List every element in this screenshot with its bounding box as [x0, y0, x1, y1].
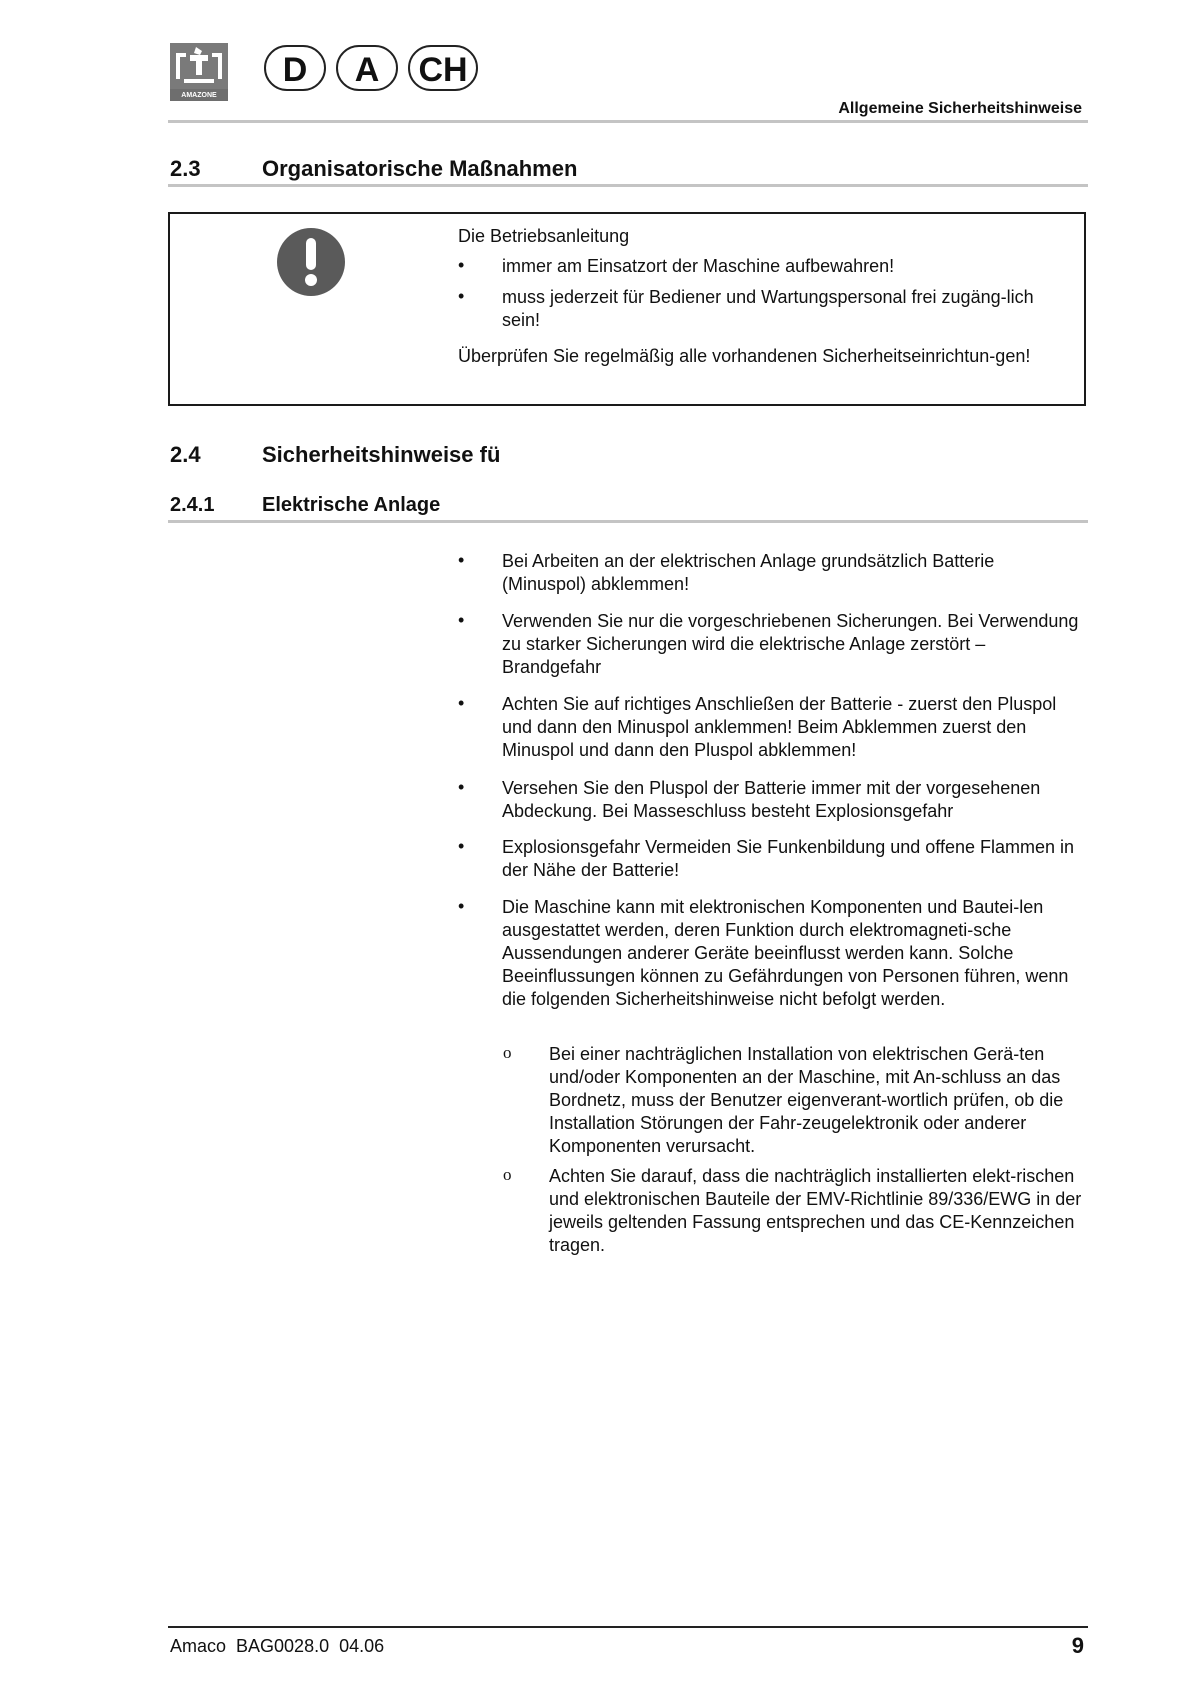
exclamation-icon [277, 228, 345, 296]
list-item-text: Versehen Sie den Pluspol der Batterie immer mit der vorgesehenen Abdeckung. Bei Masseschluss besteht Explosionsgefahr [502, 778, 1041, 821]
country-badge-ch: CH [408, 45, 478, 91]
notice-closing: Überprüfen Sie regelmäßig alle vorhandenen Sicherheitseinrichtun-gen! [458, 346, 1031, 366]
section-2-4-1-title: Elektrische Anlage [262, 494, 441, 516]
section-2-4-1-number: 2.4.1 [170, 494, 215, 516]
list-item [458, 550, 1088, 596]
sub-bullet-marker: o [503, 1043, 512, 1062]
list-item-text: Explosionsgefahr Vermeiden Sie Funkenbildung und offene Flammen in der Nähe der Batterie! [502, 837, 1075, 880]
page-number: 9 [1071, 1633, 1084, 1658]
section-2-3-number: 2.3 [170, 156, 201, 181]
list-item [458, 610, 1088, 679]
bullet-dot: • [458, 836, 465, 856]
list-item [458, 896, 1088, 1011]
list-item-text: Bei Arbeiten an der elektrischen Anlage grundsätzlich Batterie (Minuspol) abklemmen! [502, 551, 995, 594]
sub-bullet-marker: o [503, 1165, 512, 1184]
notice-bullet [458, 286, 1086, 332]
section-2-3-rule [168, 184, 1088, 187]
list-item-text: Die Maschine kann mit elektronischen Komponenten und Bautei-len ausgestattet werden, deren Funktion durch elektromagneti-sche Aussendungen anderer Geräte beeinflusst werden kann. Solche Beeinflussungen können zu Gefährdungen von Personen führen, wenn die folgenden Sicherheitshinweise nicht befolgt werden. [502, 897, 1069, 1009]
list-item [458, 777, 1088, 823]
list-item [458, 836, 1088, 882]
section-2-3-title: Organisatorische Maßnahmen [262, 156, 578, 181]
bullet-dot: • [458, 896, 465, 916]
notice-bullet-text: immer am Einsatzort der Maschine aufbewahren! [502, 256, 895, 276]
bullet-dot: • [458, 286, 465, 306]
bullet-dot: • [458, 777, 465, 797]
list-item-text: Verwenden Sie nur die vorgeschriebenen Sicherungen. Bei Verwendung zu starker Sicherungen wird die elektrische Anlage zerstört – Brandgefahr [502, 611, 1079, 677]
section-2-4-title: Sicherheitshinweise fü [262, 442, 501, 467]
notice-bullet-text: muss jederzeit für Bediener und Wartungspersonal frei zugäng-lich sein! [502, 287, 1034, 330]
amazone-logo [170, 43, 228, 101]
bullet-dot: • [458, 693, 465, 713]
sub-list-item [503, 1165, 1088, 1257]
footer-doc-ref: Amaco BAG0028.0 04.06 [170, 1636, 385, 1656]
sub-list-item-text: Achten Sie darauf, dass die nachträglich installierten elekt-rischen und elektronischen Bauteile der EMV-Richtlinie 89/336/EWG in der jeweils geltenden Fassung entsprechen und das CE-Kennzeichen tragen. [549, 1166, 1082, 1255]
list-item-text: Achten Sie auf richtiges Anschließen der Batterie - zuerst den Pluspol und dann den Minuspol anklemmen! Beim Abklemmen zuerst den Minuspol und dann den Pluspol abklemmen! [502, 694, 1057, 760]
country-badge-a: A [336, 45, 398, 91]
section-2-4-number: 2.4 [170, 442, 201, 467]
sub-list-item-text: Bei einer nachträglichen Installation von elektrischen Gerä-ten und/oder Komponenten an der Maschine, mit An-schluss an das Bordnetz, muss der Benutzer eigenverant-wortlich prüfen, ob die Installation Störungen der Fahr-zeugelektronik oder anderer Komponenten verursacht. [549, 1044, 1064, 1156]
bullet-dot: • [458, 610, 465, 630]
footer-rule [168, 1626, 1088, 1628]
notice-intro: Die Betriebsanleitung [458, 226, 630, 246]
header-rule [168, 120, 1088, 123]
bullet-dot: • [458, 255, 465, 275]
bullet-dot: • [458, 550, 465, 570]
sub-list-item [503, 1043, 1088, 1158]
logo-wordmark: AMAZONE [181, 92, 217, 99]
country-badge-d: D [264, 45, 326, 91]
notice-bullet [458, 255, 1088, 278]
section-2-4-1-rule [168, 520, 1088, 523]
list-item [458, 693, 1088, 762]
header-section-title: Allgemeine Sicherheitshinweise [838, 100, 1082, 117]
